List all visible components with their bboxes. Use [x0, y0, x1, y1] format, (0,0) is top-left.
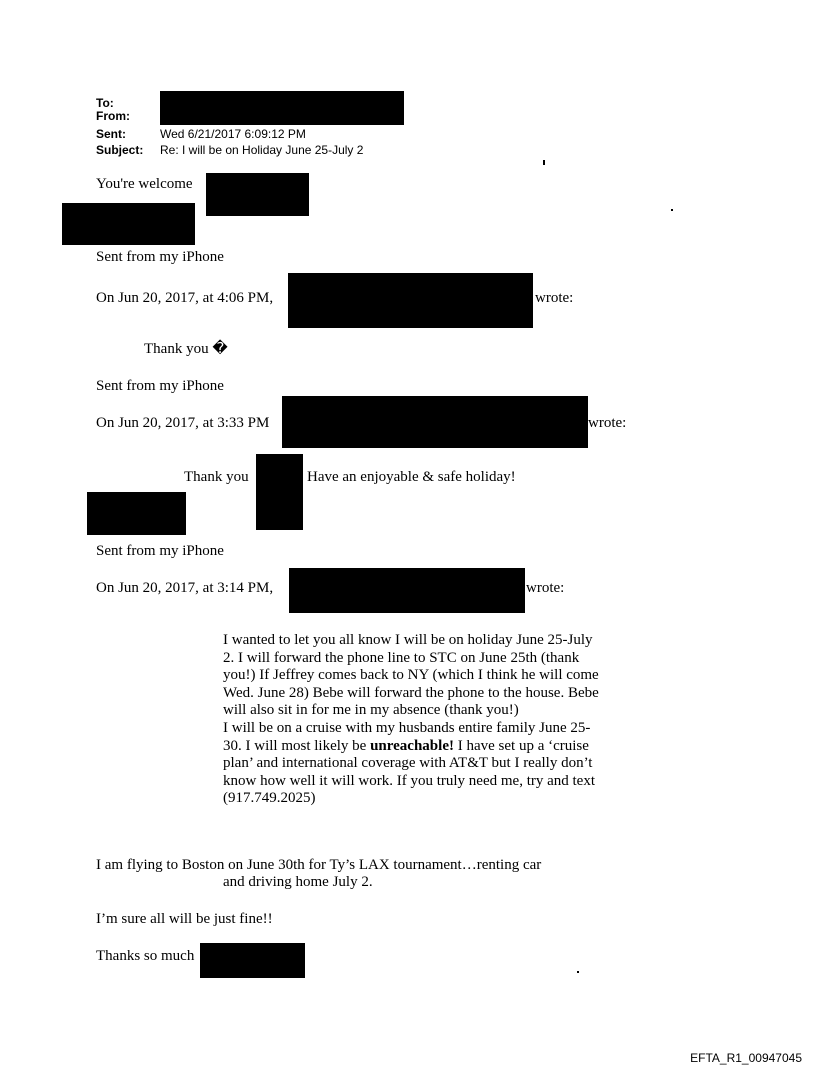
closing-line: I’m sure all will be just fine!!	[96, 911, 273, 927]
reply-text-3a: Thank you	[184, 469, 249, 485]
subject-value: Re: I will be on Holiday June 25-July 2	[160, 143, 364, 157]
redaction-name-3	[256, 454, 303, 530]
signature-line-1: Sent from my iPhone	[96, 249, 224, 265]
signature-line-2: Sent from my iPhone	[96, 378, 224, 394]
redaction-sender-2	[282, 396, 588, 448]
quote-header-3-wrote: wrote:	[526, 580, 565, 596]
redaction-name-1	[206, 173, 309, 216]
redaction-to-from	[160, 91, 404, 125]
boston-line-1: I am flying to Boston on June 30th for Ty’s LAX tournament…renting car	[96, 857, 542, 873]
original-message-body	[223, 632, 603, 808]
reply-text-2: Thank you �	[144, 341, 228, 357]
unreachable-emphasis: unreachable!	[370, 737, 454, 754]
scan-speck	[543, 160, 545, 165]
sent-label: Sent:	[96, 127, 126, 141]
thanks-line: Thanks so much	[96, 948, 195, 964]
scan-speck	[671, 209, 673, 211]
from-label: From:	[96, 109, 130, 123]
original-paragraph-2-b: I have set up a ‘cruise plan’ and international coverage with AT&T but I really don’t know how well it will work. If you truly need me, try and text (917.749.2025)	[223, 737, 596, 807]
redaction-signature-1	[62, 203, 195, 245]
original-paragraph-2-a: I will be on a cruise with my husbands entire family June 25-30. I will most likely be	[223, 719, 591, 754]
quote-header-3: On Jun 20, 2017, at 3:14 PM,	[96, 580, 274, 596]
quote-header-2-wrote: wrote:	[588, 415, 627, 431]
subject-label: Subject:	[96, 143, 144, 157]
redaction-sender-1	[288, 273, 533, 328]
to-label: To:	[96, 96, 114, 110]
signature-line-3: Sent from my iPhone	[96, 543, 224, 559]
redaction-name-4	[200, 943, 305, 978]
quote-header-1: On Jun 20, 2017, at 4:06 PM,	[96, 290, 274, 306]
redaction-signature-3	[87, 492, 186, 535]
boston-line-2: and driving home July 2.	[223, 874, 373, 890]
document-id: EFTA_R1_00947045	[690, 1051, 802, 1065]
quote-header-2: On Jun 20, 2017, at 3:33 PM	[96, 415, 270, 431]
original-paragraph-1: I wanted to let you all know I will be on holiday June 25-July 2. I will forward the phone line to STC on June 25th (thank you!) If Jeffrey comes back to NY (which I think he will come Wed. June 28) Bebe will forward the phone to the house. Bebe will also sit in for me in my absence (thank you!)	[223, 632, 599, 719]
sent-value: Wed 6/21/2017 6:09:12 PM	[160, 127, 306, 141]
reply-text-1: You're welcome	[96, 176, 193, 192]
scan-speck	[577, 971, 579, 973]
original-paragraph-2	[223, 720, 603, 808]
reply-text-3b: Have an enjoyable & safe holiday!	[307, 469, 516, 485]
redaction-sender-3	[289, 568, 525, 613]
quote-header-1-wrote: wrote:	[535, 290, 574, 306]
